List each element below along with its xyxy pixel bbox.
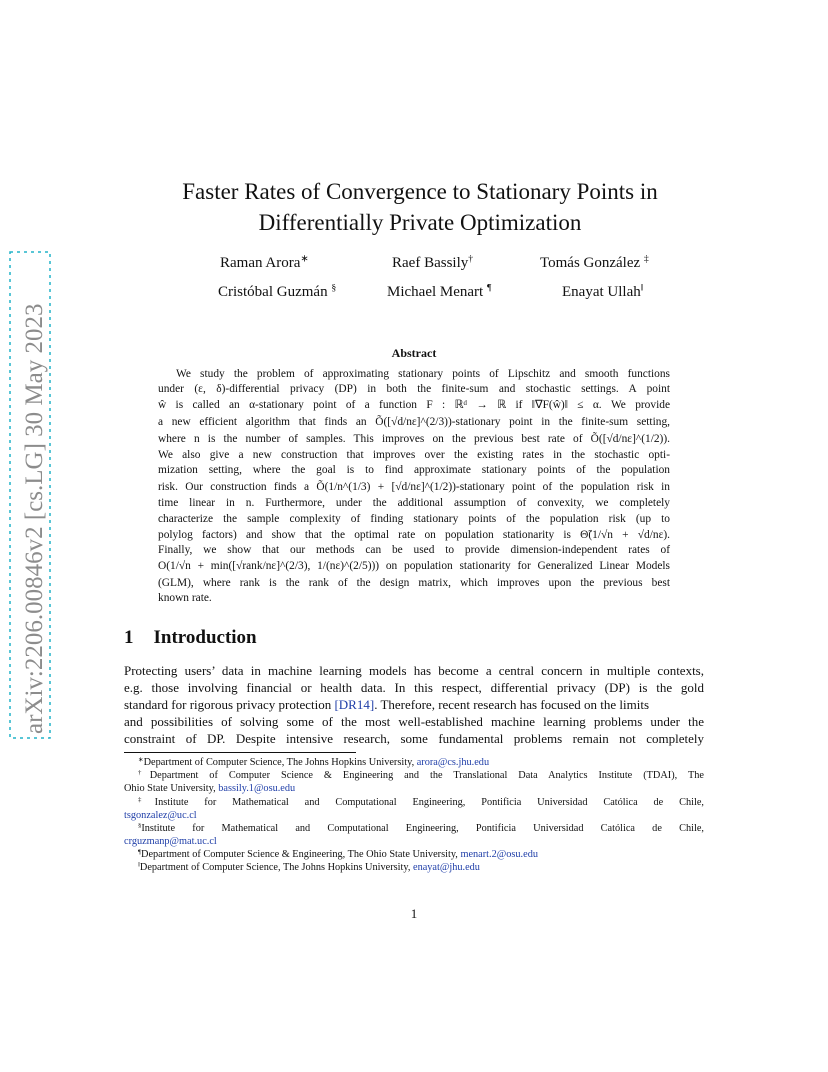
footnote-menart: ¶Department of Computer Science & Engineering, The Ohio State University, menart.2@osu.edu — [138, 848, 538, 860]
footnote-guzman: §Institute for Mathematical and Computational Engineering, Pontificia Universidad Católica de Chile, — [138, 822, 704, 834]
email-link[interactable]: crguzmanp@mat.uc.cl — [124, 836, 217, 847]
abstract-line: a new efficient algorithm that finds an Õ([√d/nε]^(2/3))-stationary point in the finite-sum setting, — [158, 416, 670, 428]
email-link[interactable]: enayat@jhu.edu — [413, 862, 480, 873]
abstract-line: Finally, we show that our methods can be used to provide dimension-independent rates of — [158, 544, 670, 556]
paper-title — [120, 176, 720, 238]
title-line-2: Differentially Private Optimization — [258, 210, 582, 235]
section-title: Introduction — [153, 627, 257, 648]
email-link[interactable]: menart.2@osu.edu — [460, 849, 538, 860]
author-bassily: Raef Bassily† — [392, 253, 474, 271]
author-arora: Raman Arora∗ — [220, 253, 309, 271]
intro-line: standard for rigorous privacy protection [DR14]. Therefore, recent research has focused on the limits — [124, 697, 649, 712]
email-link[interactable]: bassily.1@osu.edu — [218, 783, 296, 794]
section-number: 1 — [124, 627, 134, 648]
abstract-line: ŵ is called an α-stationary point of a function F : ℝᵈ → ℝ if ‖∇F(ŵ)‖ ≤ α. We provide — [158, 399, 670, 411]
intro-line: constraint of DP. Despite intensive research, some fundamental problems remain not completely — [124, 731, 704, 746]
abstract-line: known rate. — [158, 592, 212, 604]
citation-link[interactable]: [DR14] — [334, 697, 375, 712]
abstract-line: time linear in n. Furthermore, under the additional assumption of convexity, we completely — [158, 497, 670, 509]
abstract-line: We also give a new construction that improves over the existing rates in the stochastic opti- — [158, 449, 670, 461]
abstract-line: polylog factors) and show that the optimal rate on population stationarity is Θ̃(1/√n + √d/nε). — [158, 529, 670, 541]
page-number: 1 — [410, 906, 418, 921]
section-heading — [124, 627, 257, 649]
abstract-line: We study the problem of approximating stationary points of Lipschitz and smooth functions — [176, 368, 670, 380]
title-line-1: Faster Rates of Convergence to Stationary Points in — [182, 179, 658, 204]
email-link[interactable]: tsgonzalez@uc.cl — [124, 810, 197, 821]
abstract-line: risk. Our construction finds a Õ(1/n^(1/3) + [√d/nε]^(1/2))-stationary point of the population risk in — [158, 481, 670, 493]
intro-line: e.g. those involving financial or health data. In this respect, differential privacy (DP) is the gold — [124, 680, 704, 695]
footnote-gonzalez: ‡Institute for Mathematical and Computational Engineering, Pontificia Universidad Católica de Chile, — [138, 796, 704, 808]
author-ullah: Enayat Ullah‖ — [562, 282, 644, 300]
arxiv-stamp-text: arXiv:2206.00846v2 [cs.LG] 30 May 2023 — [21, 303, 48, 734]
footnote-gonzalez-email — [124, 809, 704, 822]
email-link[interactable]: arora@cs.jhu.edu — [416, 757, 490, 768]
abstract-line: O(1/√n + min([√rank/nε]^(2/3), 1/(nε)^(2/5))) on population stationarity for Generalized Linear Models — [158, 560, 670, 572]
abstract-line: under (ε, δ)-differential privacy (DP) in both the finite-sum and stochastic settings. A point — [158, 383, 670, 395]
footnote-rule — [124, 752, 356, 753]
footnote-arora: ∗Department of Computer Science, The Johns Hopkins University, arora@cs.jhu.edu — [138, 756, 490, 768]
abstract-line: where n is the number of samples. This improves on the previous best rate of Õ([√d/nε]^(1/2)). — [158, 433, 670, 445]
arxiv-stamp[interactable] — [8, 250, 52, 740]
author-guzman: Cristóbal Guzmán § — [218, 282, 337, 300]
abstract-line: (GLM), where rank is the rank of the design matrix, which improves upon the previous best — [158, 577, 670, 589]
intro-line: and possibilities of solving some of the most well-established machine learning problems under the — [124, 714, 704, 729]
footnote-guzman-email — [124, 835, 704, 848]
abstract-line: characterize the sample complexity of finding stationary points of the population risk (up to — [158, 513, 670, 525]
intro-line: Protecting users’ data in machine learning models has become a central concern in multiple contexts, — [124, 663, 704, 678]
footnote-bassily-cont: Ohio State University, bassily.1@osu.edu — [124, 783, 296, 794]
abstract-line: mization setting, where the goal is to find approximate stationary points of the population — [158, 464, 670, 476]
author-gonzalez: Tomás González ‡ — [540, 253, 649, 271]
footnote-bassily: †Department of Computer Science & Engineering and the Translational Data Analytics Institute (TDAI), The — [138, 769, 705, 781]
footnote-ullah: ‖Department of Computer Science, The Johns Hopkins University, enayat@jhu.edu — [138, 861, 480, 873]
author-menart: Michael Menart ¶ — [387, 282, 492, 300]
abstract-heading: Abstract — [391, 346, 437, 360]
